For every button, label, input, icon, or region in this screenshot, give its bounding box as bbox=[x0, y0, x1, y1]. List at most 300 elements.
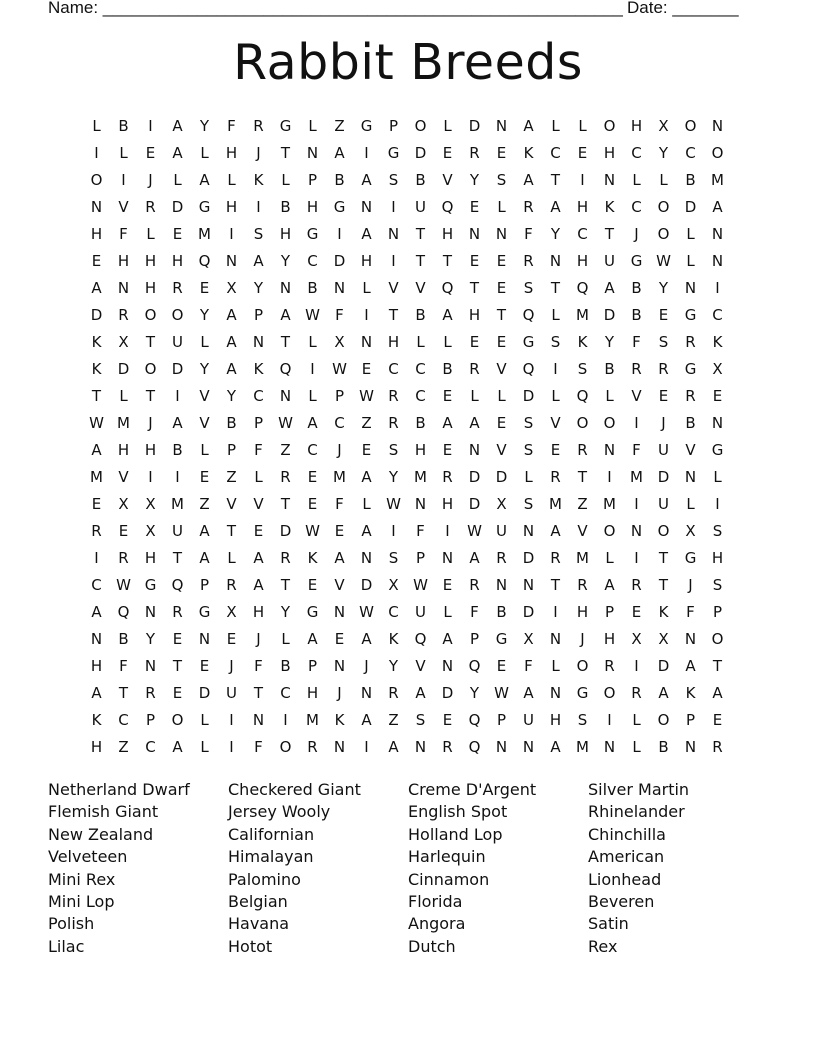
grid-letter: N bbox=[252, 333, 265, 351]
grid-letter: U bbox=[415, 198, 426, 216]
grid-letter: A bbox=[523, 117, 534, 135]
grid-row bbox=[83, 194, 731, 221]
grid-letter: I bbox=[391, 522, 396, 540]
grid-letter: Z bbox=[334, 117, 345, 135]
word-bank-item: Mini Rex bbox=[48, 869, 116, 889]
grid-letter: C bbox=[631, 198, 642, 216]
grid-letter: A bbox=[361, 711, 372, 729]
grid-letter: X bbox=[712, 360, 723, 378]
grid-letter: S bbox=[523, 495, 534, 513]
grid-letter: D bbox=[441, 684, 454, 702]
grid-row bbox=[83, 707, 731, 734]
grid-letter: A bbox=[361, 468, 372, 486]
grid-letter: R bbox=[631, 360, 642, 378]
grid-letter: Q bbox=[441, 198, 454, 216]
grid-letter: E bbox=[172, 630, 183, 648]
grid-letter: T bbox=[253, 684, 264, 702]
grid-letter: J bbox=[364, 657, 369, 675]
grid-letter: C bbox=[253, 387, 264, 405]
grid-letter: H bbox=[90, 225, 103, 243]
grid-letter: A bbox=[91, 684, 102, 702]
grid-letter: F bbox=[416, 522, 425, 540]
grid-letter: N bbox=[684, 468, 697, 486]
grid-letter: A bbox=[226, 360, 237, 378]
grid-letter: T bbox=[415, 225, 426, 243]
grid-letter: P bbox=[712, 603, 723, 621]
grid-letter: B bbox=[496, 603, 507, 621]
grid-letter: F bbox=[632, 333, 641, 351]
grid-row bbox=[83, 464, 731, 491]
grid-letter: N bbox=[684, 630, 697, 648]
grid-letter: E bbox=[253, 522, 264, 540]
grid-letter: V bbox=[199, 414, 210, 432]
grid-letter: R bbox=[685, 387, 696, 405]
grid-letter: E bbox=[118, 522, 129, 540]
grid-letter: E bbox=[496, 657, 507, 675]
grid-letter: R bbox=[118, 549, 129, 567]
grid-letter: P bbox=[496, 711, 507, 729]
grid-letter: M bbox=[603, 495, 616, 513]
grid-letter: N bbox=[711, 117, 724, 135]
grid-letter: Q bbox=[441, 279, 454, 297]
grid-letter: E bbox=[307, 576, 318, 594]
grid-letter: F bbox=[254, 441, 263, 459]
grid-letter: N bbox=[522, 522, 535, 540]
grid-letter: B bbox=[334, 171, 345, 189]
grid-letter: G bbox=[279, 117, 292, 135]
grid-letter: T bbox=[91, 387, 102, 405]
grid-letter: D bbox=[657, 468, 670, 486]
grid-letter: R bbox=[631, 684, 642, 702]
grid-letter: R bbox=[469, 360, 480, 378]
grid-letter: D bbox=[171, 198, 184, 216]
grid-letter: O bbox=[90, 171, 103, 189]
grid-letter: V bbox=[415, 279, 426, 297]
grid-letter: X bbox=[523, 630, 534, 648]
grid-letter: R bbox=[388, 414, 399, 432]
grid-letter: Q bbox=[522, 360, 535, 378]
grid-letter: X bbox=[631, 630, 642, 648]
grid-letter: P bbox=[145, 711, 156, 729]
grid-row bbox=[83, 221, 731, 248]
grid-letter: N bbox=[441, 657, 454, 675]
grid-letter: J bbox=[256, 630, 261, 648]
grid-letter: N bbox=[360, 333, 373, 351]
grid-letter: J bbox=[337, 441, 342, 459]
grid-letter: R bbox=[712, 738, 723, 756]
grid-letter: G bbox=[306, 225, 319, 243]
grid-letter: L bbox=[362, 279, 371, 297]
grid-letter: Q bbox=[576, 279, 589, 297]
grid-letter: T bbox=[658, 549, 669, 567]
grid-letter: L bbox=[227, 171, 236, 189]
grid-letter: V bbox=[550, 414, 561, 432]
grid-letter: V bbox=[118, 468, 129, 486]
name-field-line: Name: _______________________________________________________ bbox=[48, 0, 623, 17]
grid-letter: T bbox=[388, 306, 399, 324]
grid-row bbox=[83, 275, 731, 302]
grid-letter: X bbox=[388, 576, 399, 594]
grid-letter: Q bbox=[576, 387, 589, 405]
grid-letter: H bbox=[603, 144, 616, 162]
grid-letter: R bbox=[253, 117, 264, 135]
grid-letter: Q bbox=[468, 711, 481, 729]
grid-letter: W bbox=[413, 576, 428, 594]
grid-letter: I bbox=[607, 711, 612, 729]
grid-letter: C bbox=[577, 225, 588, 243]
grid-letter: I bbox=[94, 144, 99, 162]
grid-letter: M bbox=[90, 468, 103, 486]
grid-letter: W bbox=[89, 414, 104, 432]
grid-letter: W bbox=[332, 360, 347, 378]
grid-letter: N bbox=[711, 225, 724, 243]
grid-letter: T bbox=[172, 549, 183, 567]
grid-letter: F bbox=[632, 441, 641, 459]
grid-letter: A bbox=[172, 738, 183, 756]
grid-letter: A bbox=[361, 522, 372, 540]
grid-letter: H bbox=[90, 657, 103, 675]
grid-letter: W bbox=[386, 495, 401, 513]
word-bank-item: Angora bbox=[408, 914, 466, 934]
grid-letter: A bbox=[91, 279, 102, 297]
grid-letter: T bbox=[280, 495, 291, 513]
word-bank-item: Beveren bbox=[588, 891, 655, 911]
grid-letter: B bbox=[415, 414, 426, 432]
grid-letter: Z bbox=[577, 495, 588, 513]
grid-letter: C bbox=[550, 144, 561, 162]
word-bank-item: Californian bbox=[228, 824, 315, 844]
grid-letter: J bbox=[256, 144, 261, 162]
grid-letter: H bbox=[252, 603, 265, 621]
grid-letter: L bbox=[119, 387, 128, 405]
grid-letter: C bbox=[415, 387, 426, 405]
grid-letter: W bbox=[494, 684, 509, 702]
grid-letter: L bbox=[551, 117, 560, 135]
word-bank-item: Velveteen bbox=[48, 847, 128, 867]
grid-letter: X bbox=[118, 333, 129, 351]
grid-letter: Y bbox=[199, 306, 210, 324]
grid-letter: T bbox=[118, 684, 129, 702]
grid-letter: N bbox=[225, 252, 238, 270]
grid-letter: K bbox=[307, 549, 318, 567]
grid-letter: M bbox=[576, 549, 589, 567]
grid-letter: D bbox=[468, 495, 481, 513]
grid-letter: N bbox=[468, 441, 481, 459]
grid-letter: U bbox=[415, 603, 426, 621]
grid-letter: I bbox=[391, 252, 396, 270]
grid-letter: H bbox=[549, 711, 562, 729]
word-bank-item: Rhinelander bbox=[588, 802, 685, 822]
grid-letter: A bbox=[280, 306, 291, 324]
grid-letter: N bbox=[549, 252, 562, 270]
grid-letter: N bbox=[360, 549, 373, 567]
grid-letter: L bbox=[173, 171, 182, 189]
grid-letter: D bbox=[360, 576, 373, 594]
grid-letter: G bbox=[684, 360, 697, 378]
grid-letter: N bbox=[333, 279, 346, 297]
grid-letter: A bbox=[442, 414, 453, 432]
grid-letter: B bbox=[307, 279, 318, 297]
grid-letter: A bbox=[604, 576, 615, 594]
grid-letter: Y bbox=[253, 279, 264, 297]
grid-letter: Q bbox=[279, 360, 292, 378]
grid-letter: G bbox=[360, 117, 373, 135]
grid-row bbox=[83, 113, 731, 140]
grid-letter: N bbox=[549, 630, 562, 648]
grid-letter: L bbox=[551, 387, 560, 405]
grid-letter: R bbox=[550, 468, 561, 486]
grid-letter: L bbox=[443, 603, 452, 621]
grid-letter: O bbox=[657, 522, 670, 540]
grid-letter: P bbox=[388, 117, 399, 135]
grid-letter: X bbox=[226, 603, 237, 621]
grid-letter: V bbox=[334, 576, 345, 594]
grid-letter: I bbox=[553, 360, 558, 378]
grid-letter: O bbox=[657, 225, 670, 243]
grid-row bbox=[83, 572, 731, 599]
grid-letter: I bbox=[175, 387, 180, 405]
grid-letter: N bbox=[387, 225, 400, 243]
grid-letter: K bbox=[577, 333, 588, 351]
grid-letter: P bbox=[226, 441, 237, 459]
grid-letter: I bbox=[148, 117, 153, 135]
grid-letter: T bbox=[145, 333, 156, 351]
grid-letter: S bbox=[577, 360, 588, 378]
word-bank-item: Florida bbox=[408, 891, 463, 911]
grid-letter: N bbox=[684, 738, 697, 756]
grid-letter: H bbox=[576, 252, 589, 270]
grid-letter: R bbox=[523, 252, 534, 270]
grid-letter: R bbox=[577, 576, 588, 594]
grid-letter: M bbox=[171, 495, 184, 513]
grid-letter: Y bbox=[658, 144, 669, 162]
grid-letter: L bbox=[254, 468, 263, 486]
grid-letter: C bbox=[631, 144, 642, 162]
grid-letter: I bbox=[148, 468, 153, 486]
grid-letter: E bbox=[496, 252, 507, 270]
grid-letter: I bbox=[445, 522, 450, 540]
grid-letter: A bbox=[550, 522, 561, 540]
grid-row bbox=[83, 491, 731, 518]
grid-letter: I bbox=[364, 738, 369, 756]
word-bank-item: Flemish Giant bbox=[48, 802, 159, 822]
grid-row bbox=[83, 653, 731, 680]
grid-letter: O bbox=[144, 360, 157, 378]
grid-letter: R bbox=[658, 360, 669, 378]
grid-letter: A bbox=[442, 306, 453, 324]
grid-letter: I bbox=[94, 549, 99, 567]
grid-letter: M bbox=[198, 225, 211, 243]
grid-letter: Y bbox=[199, 117, 210, 135]
grid-letter: R bbox=[469, 576, 480, 594]
grid-letter: D bbox=[603, 306, 616, 324]
grid-letter: E bbox=[91, 252, 102, 270]
grid-letter: K bbox=[334, 711, 345, 729]
date-field-line: Date: _______ bbox=[627, 0, 739, 17]
grid-letter: B bbox=[685, 171, 696, 189]
grid-letter: K bbox=[523, 144, 534, 162]
grid-letter: B bbox=[442, 360, 453, 378]
grid-letter: X bbox=[658, 117, 669, 135]
word-bank-column bbox=[228, 779, 408, 958]
grid-letter: V bbox=[388, 279, 399, 297]
grid-letter: A bbox=[199, 522, 210, 540]
grid-letter: A bbox=[334, 144, 345, 162]
grid-letter: L bbox=[686, 225, 695, 243]
grid-letter: Y bbox=[469, 171, 480, 189]
grid-letter: W bbox=[656, 252, 671, 270]
grid-letter: B bbox=[415, 306, 426, 324]
grid-row bbox=[83, 518, 731, 545]
grid-letter: K bbox=[712, 333, 723, 351]
grid-letter: J bbox=[337, 684, 342, 702]
grid-letter: V bbox=[496, 441, 507, 459]
grid-letter: D bbox=[414, 144, 427, 162]
grid-letter: H bbox=[171, 252, 184, 270]
grid-letter: K bbox=[658, 603, 669, 621]
word-bank-column bbox=[588, 779, 768, 958]
grid-letter: R bbox=[388, 684, 399, 702]
grid-letter: H bbox=[576, 198, 589, 216]
grid-letter: P bbox=[199, 576, 210, 594]
grid-letter: D bbox=[117, 360, 130, 378]
grid-letter: O bbox=[144, 306, 157, 324]
grid-letter: I bbox=[310, 360, 315, 378]
grid-letter: J bbox=[148, 414, 153, 432]
grid-letter: A bbox=[307, 414, 318, 432]
grid-letter: T bbox=[280, 144, 291, 162]
grid-letter: T bbox=[280, 333, 291, 351]
grid-letter: H bbox=[711, 549, 724, 567]
grid-letter: L bbox=[200, 738, 209, 756]
grid-letter: Q bbox=[468, 657, 481, 675]
grid-letter: H bbox=[576, 603, 589, 621]
grid-letter: O bbox=[414, 117, 427, 135]
grid-letter: I bbox=[229, 225, 234, 243]
grid-letter: N bbox=[549, 684, 562, 702]
grid-letter: V bbox=[118, 198, 129, 216]
grid-letter: H bbox=[144, 279, 157, 297]
grid-letter: J bbox=[148, 171, 153, 189]
grid-letter: E bbox=[469, 333, 480, 351]
grid-row bbox=[83, 356, 731, 383]
grid-letter: I bbox=[607, 468, 612, 486]
grid-letter: G bbox=[306, 603, 319, 621]
grid-letter: G bbox=[495, 630, 508, 648]
grid-letter: Q bbox=[117, 603, 130, 621]
grid-letter: W bbox=[278, 414, 293, 432]
grid-letter: L bbox=[686, 495, 695, 513]
grid-letter: A bbox=[712, 198, 723, 216]
grid-letter: O bbox=[171, 306, 184, 324]
grid-letter: N bbox=[468, 225, 481, 243]
grid-letter: R bbox=[523, 198, 534, 216]
grid-letter: A bbox=[469, 549, 480, 567]
grid-letter: L bbox=[713, 468, 722, 486]
grid-letter: P bbox=[685, 711, 696, 729]
grid-letter: W bbox=[359, 387, 374, 405]
grid-letter: S bbox=[388, 549, 399, 567]
grid-letter: F bbox=[254, 657, 263, 675]
grid-letter: P bbox=[307, 657, 318, 675]
word-bank-item: Dutch bbox=[408, 936, 456, 956]
grid-letter: V bbox=[253, 495, 264, 513]
grid-letter: Q bbox=[198, 252, 211, 270]
grid-letter: Q bbox=[468, 738, 481, 756]
word-bank-item: Lilac bbox=[48, 936, 85, 956]
grid-letter: S bbox=[658, 333, 669, 351]
grid-letter: A bbox=[91, 603, 102, 621]
grid-letter: Y bbox=[604, 333, 615, 351]
grid-letter: K bbox=[685, 684, 696, 702]
grid-letter: H bbox=[414, 441, 427, 459]
grid-letter: T bbox=[280, 576, 291, 594]
grid-letter: R bbox=[172, 603, 183, 621]
grid-letter: A bbox=[361, 630, 372, 648]
grid-letter: R bbox=[91, 522, 102, 540]
grid-letter: T bbox=[172, 657, 183, 675]
grid-letter: N bbox=[144, 603, 157, 621]
grid-letter: N bbox=[495, 738, 508, 756]
grid-letter: R bbox=[442, 468, 453, 486]
grid-letter: N bbox=[279, 279, 292, 297]
word-bank-column bbox=[408, 779, 588, 958]
grid-letter: N bbox=[333, 603, 346, 621]
grid-letter: C bbox=[712, 306, 723, 324]
grid-letter: D bbox=[495, 468, 508, 486]
grid-letter: M bbox=[333, 468, 346, 486]
grid-letter: N bbox=[144, 657, 157, 675]
word-bank-item: Hotot bbox=[228, 936, 273, 956]
grid-letter: E bbox=[442, 576, 453, 594]
grid-letter: Q bbox=[522, 306, 535, 324]
word-bank-item: Silver Martin bbox=[588, 780, 690, 799]
grid-letter: A bbox=[388, 738, 399, 756]
grid-row bbox=[83, 140, 731, 167]
grid-letter: N bbox=[90, 630, 103, 648]
grid-row bbox=[83, 734, 731, 761]
grid-letter: L bbox=[605, 549, 614, 567]
grid-row bbox=[83, 599, 731, 626]
grid-letter: D bbox=[333, 252, 346, 270]
grid-letter: N bbox=[711, 414, 724, 432]
grid-letter: X bbox=[145, 495, 156, 513]
grid-letter: O bbox=[576, 414, 589, 432]
grid-letter: R bbox=[388, 387, 399, 405]
grid-letter: L bbox=[92, 117, 101, 135]
grid-letter: S bbox=[523, 441, 534, 459]
grid-letter: L bbox=[200, 333, 209, 351]
grid-letter: N bbox=[360, 684, 373, 702]
word-bank-item: Jersey Wooly bbox=[228, 802, 331, 822]
grid-letter: R bbox=[685, 333, 696, 351]
grid-letter: N bbox=[603, 171, 616, 189]
word-bank-item: Palomino bbox=[228, 869, 301, 889]
grid-letter: T bbox=[469, 279, 480, 297]
grid-letter: H bbox=[360, 252, 373, 270]
grid-letter: E bbox=[577, 144, 588, 162]
grid-letter: H bbox=[144, 252, 157, 270]
word-bank-item: Satin bbox=[588, 914, 629, 934]
grid-letter: I bbox=[175, 468, 180, 486]
grid-letter: I bbox=[634, 414, 639, 432]
page-title: Rabbit Breeds bbox=[233, 34, 583, 91]
grid-letter: W bbox=[467, 522, 482, 540]
grid-letter: N bbox=[603, 738, 616, 756]
grid-letter: D bbox=[468, 117, 481, 135]
grid-letter: Z bbox=[118, 738, 129, 756]
word-bank-item: Creme D'Argent bbox=[408, 780, 537, 799]
